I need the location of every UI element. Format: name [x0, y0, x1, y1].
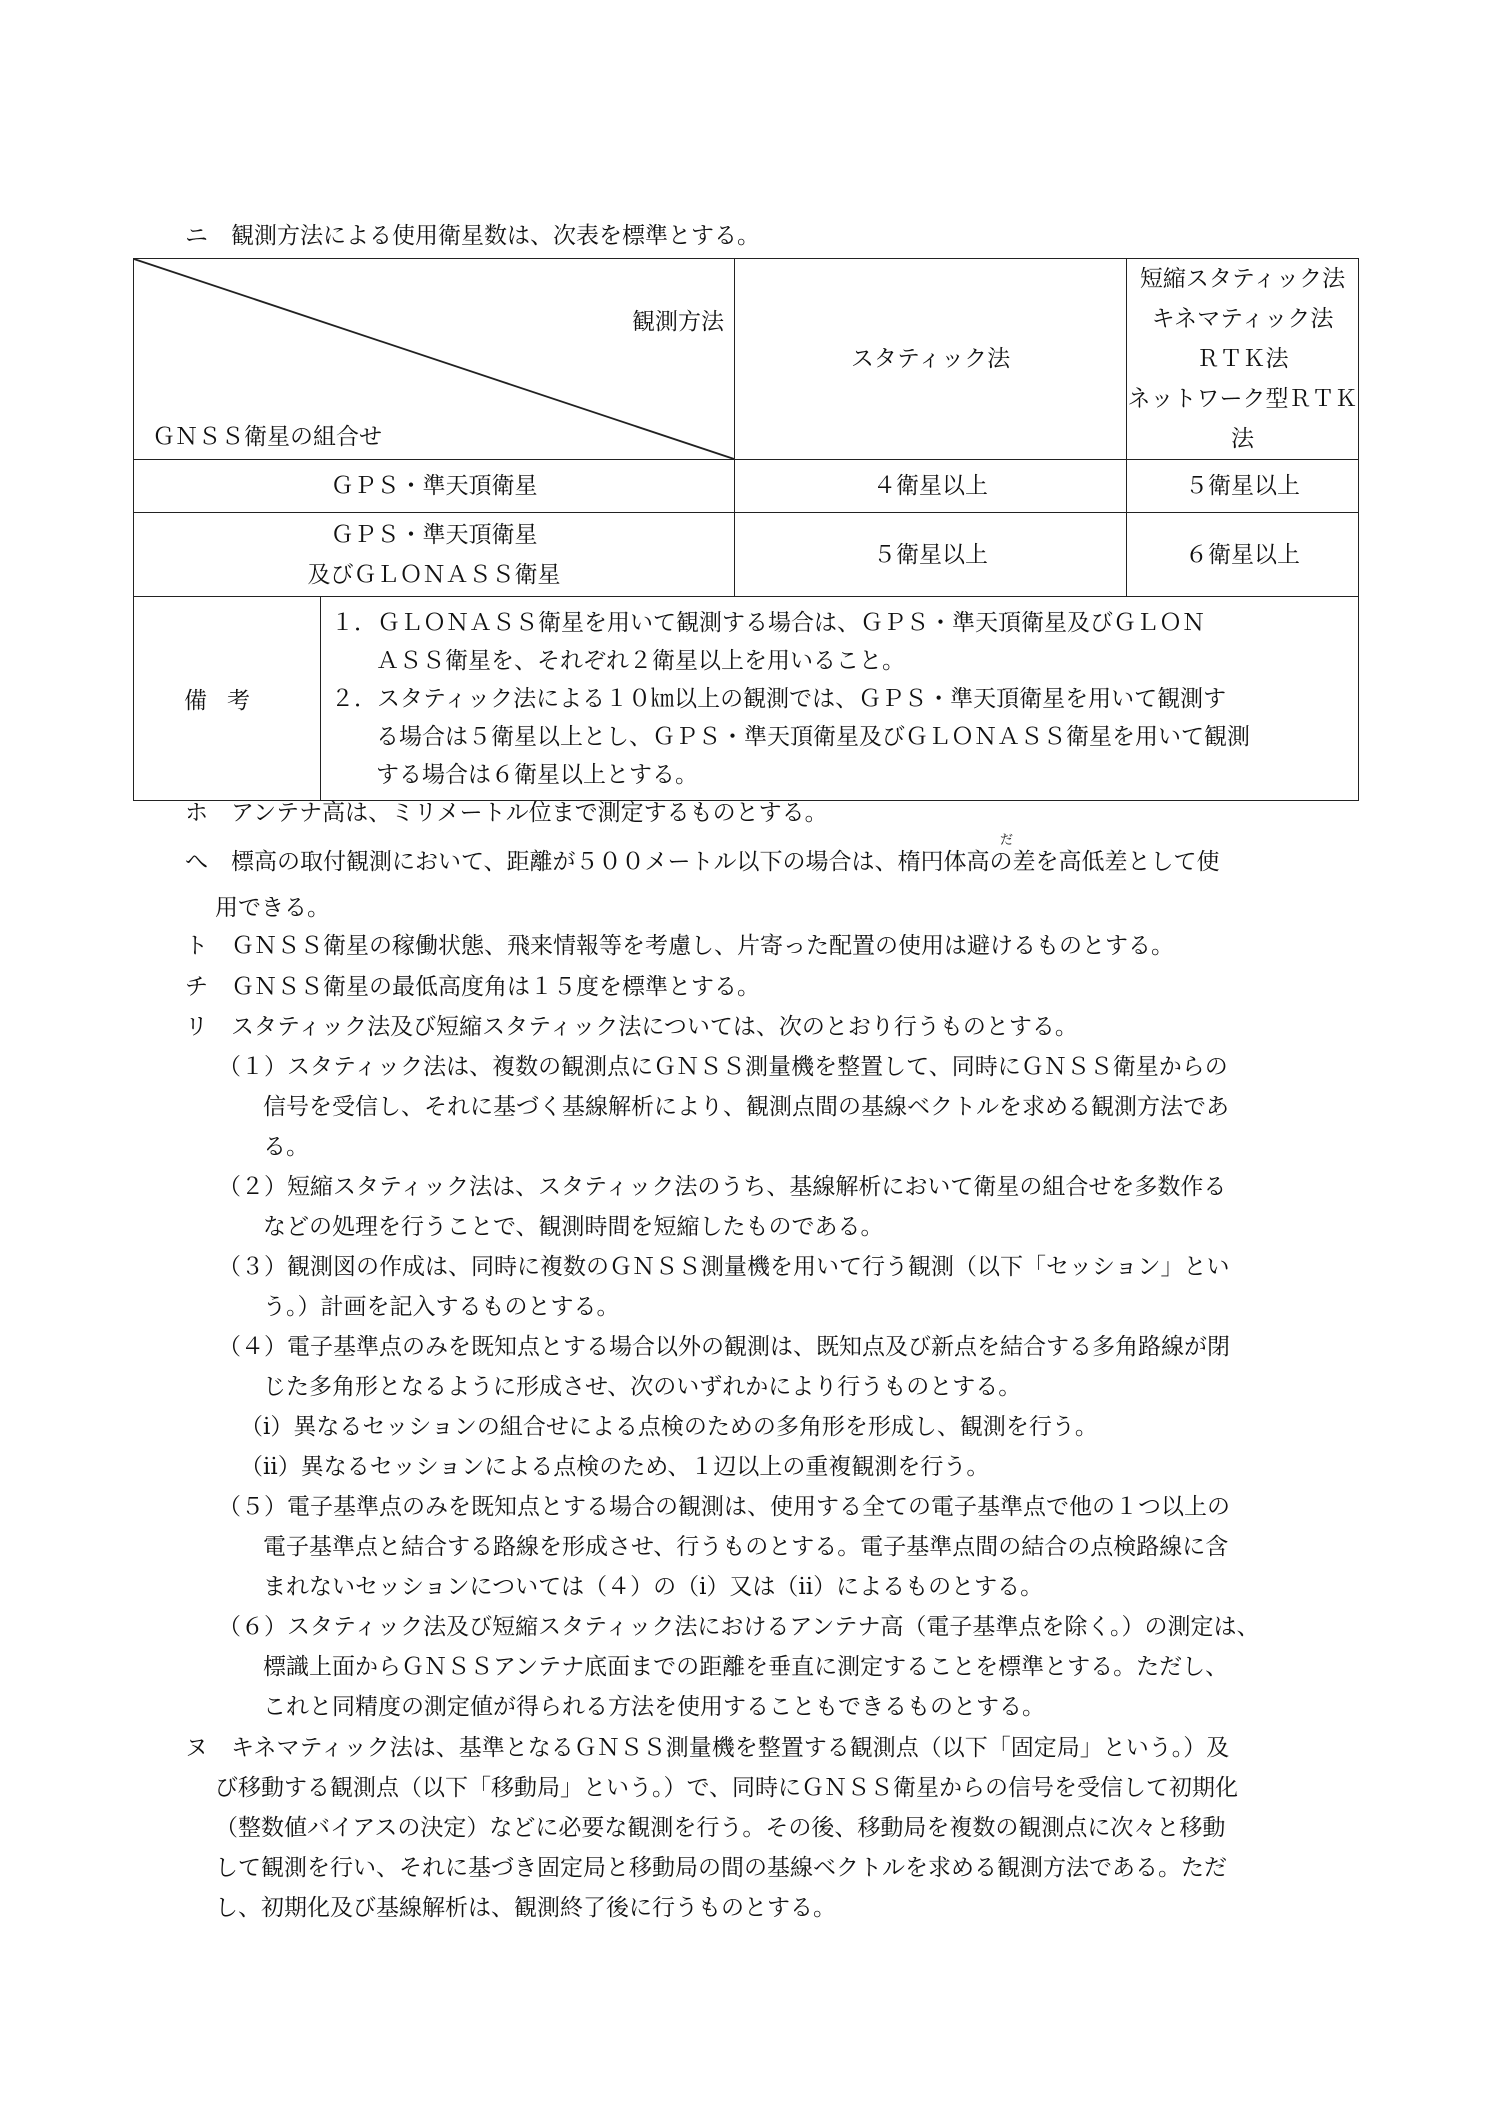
section-nu: ヌ キネマティック法は、基準となるＧＮＳＳ測量機を整置する観測点（以下「固定局」という。）及: [185, 1735, 1230, 1761]
ri-item-5: （５）電子基準点のみを既知点とする場合の観測は、使用する全ての電子基準点で他の１つ以上の: [218, 1494, 1230, 1520]
header-method-line: 短縮スタティック法: [1139, 266, 1346, 292]
furigana-da: だ: [1000, 833, 1014, 848]
remark-item: １．ＧＬＯＮＡＳＳ衛星を用いて観測する場合は、ＧＰＳ・準天頂衛星及びＧＬＯＮ: [331, 609, 1205, 636]
section-ho: ホ アンテナ高は、ミリメートル位まで測定するものとする。: [185, 800, 828, 826]
ri-item-3: （３）観測図の作成は、同時に複数のＧＮＳＳ測量機を用いて行う観測（以下「セッション」とい: [218, 1254, 1230, 1280]
ri-item-6: （６）スタティック法及び短縮スタティック法におけるアンテナ高（電子基準点を除く。）の測定は、: [218, 1614, 1260, 1640]
section-chi: チ ＧＮＳＳ衛星の最低高度角は１５度を標準とする。: [185, 974, 760, 1000]
section-nu-cont: び移動する観測点（以下「移動局」という。）で、同時にＧＮＳＳ衛星からの信号を受信して初期化: [215, 1775, 1239, 1801]
section-ni-heading: ニ 観測方法による使用衛星数は、次表を標準とする。: [185, 223, 760, 249]
remark-continuation: ＡＳＳ衛星を、それぞれ２衛星以上を用いること。: [376, 647, 905, 674]
remarks-body: [321, 597, 1359, 801]
table-row: [134, 513, 1359, 597]
ri-item-5-cont: まれないセッションについては（４）の（ⅰ）又は（ⅱ）によるものとする。: [263, 1574, 1044, 1600]
remark-continuation: する場合は６衛星以上とする。: [376, 761, 698, 788]
header-static: スタティック法: [735, 259, 1127, 460]
ri-item-1-cont: 信号を受信し、それに基づく基線解析により、観測点間の基線ベクトルを求める観測方法であ: [263, 1094, 1229, 1120]
satellite-count-table: [133, 258, 1359, 801]
row-value: ４衛星以上: [735, 460, 1127, 513]
ri-item-4-cont: じた多角形となるように形成させ、次のいずれかにより行うものとする。: [263, 1374, 1022, 1400]
ri-item-1: （１）スタティック法は、複数の観測点にＧＮＳＳ測量機を整置して、同時にＧＮＳＳ衛星からの: [218, 1054, 1228, 1080]
ri-item-6-cont: これと同精度の測定値が得られる方法を使用することもできるものとする。: [263, 1694, 1045, 1720]
section-nu-cont: （整数値バイアスの決定）などに必要な観測を行う。その後、移動局を複数の観測点に次々と移動: [215, 1815, 1226, 1841]
ri-item-3-cont: う。）計画を記入するものとする。: [263, 1294, 620, 1320]
row-value: ５衛星以上: [1127, 460, 1359, 513]
header-method-line: ネットワーク型ＲＴＫ法: [1127, 386, 1358, 452]
ri-item-4-sub-i: （ⅰ）異なるセッションの組合せによる点検のための多角形を形成し、観測を行う。: [240, 1414, 1098, 1440]
remark-item: ２．スタティック法による１０㎞以上の観測では、ＧＰＳ・準天頂衛星を用いて観測す: [331, 685, 1227, 712]
section-nu-cont: して観測を行い、それに基づき固定局と移動局の間の基線ベクトルを求める観測方法である。ただ: [215, 1855, 1227, 1881]
ri-item-2-cont: などの処理を行うことで、観測時間を短縮したものである。: [263, 1214, 884, 1240]
header-method-line: キネマティック法: [1151, 306, 1334, 332]
table-row: [134, 460, 1359, 513]
row-label-line: 及びＧＬＯＮＡＳＳ衛星: [307, 561, 561, 588]
row-value: ５衛星以上: [735, 513, 1127, 597]
row-label: ＧＰＳ・準天頂衛星: [134, 460, 735, 513]
ri-item-4-sub-ii: （ⅱ）異なるセッションによる点検のため、１辺以上の重複観測を行う。: [240, 1454, 990, 1480]
ri-item-4: （４）電子基準点のみを既知点とする場合以外の観測は、既知点及び新点を結合する多角路線が閉: [218, 1334, 1230, 1360]
table-header-row: [134, 259, 1359, 460]
section-he: へ 標高の取付観測において、距離が５００メートル以下の場合は、楕円体高の差を高低差として使: [185, 849, 1220, 875]
diagonal-header-cell: [134, 259, 735, 460]
remark-continuation: る場合は５衛星以上とし、ＧＰＳ・準天頂衛星及びＧＬＯＮＡＳＳ衛星を用いて観測: [376, 723, 1250, 750]
remarks-row: [134, 597, 1359, 801]
section-he-continuation: 用できる。: [215, 895, 330, 921]
row-value: ６衛星以上: [1127, 513, 1359, 597]
row-label-line: ＧＰＳ・準天頂衛星: [330, 521, 538, 548]
header-other-methods: [1127, 259, 1359, 460]
row-label: [134, 513, 735, 597]
header-method-line: ＲＴＫ法: [1196, 346, 1289, 372]
header-method-label: 観測方法: [632, 309, 724, 335]
header-combo-label: ＧＮＳＳ衛星の組合せ: [152, 424, 382, 450]
ri-item-6-cont: 標識上面からＧＮＳＳアンテナ底面までの距離を垂直に測定することを標準とする。ただし、: [263, 1654, 1229, 1680]
ri-item-5-cont: 電子基準点と結合する路線を形成させ、行うものとする。電子基準点間の結合の点検路線に含: [263, 1534, 1229, 1560]
section-nu-cont: し、初期化及び基線解析は、観測終了後に行うものとする。: [215, 1895, 836, 1921]
remarks-label: 備考: [134, 597, 321, 801]
ri-item-1-cont: る。: [263, 1134, 309, 1160]
ri-item-2: （２）短縮スタティック法は、スタティック法のうち、基線解析において衛星の組合せを多数作る: [218, 1174, 1227, 1200]
section-to: ト ＧＮＳＳ衛星の稼働状態、飛来情報等を考慮し、片寄った配置の使用は避けるものとする。: [185, 933, 1174, 959]
section-ri: リ スタティック法及び短縮スタティック法については、次のとおり行うものとする。: [185, 1014, 1078, 1040]
